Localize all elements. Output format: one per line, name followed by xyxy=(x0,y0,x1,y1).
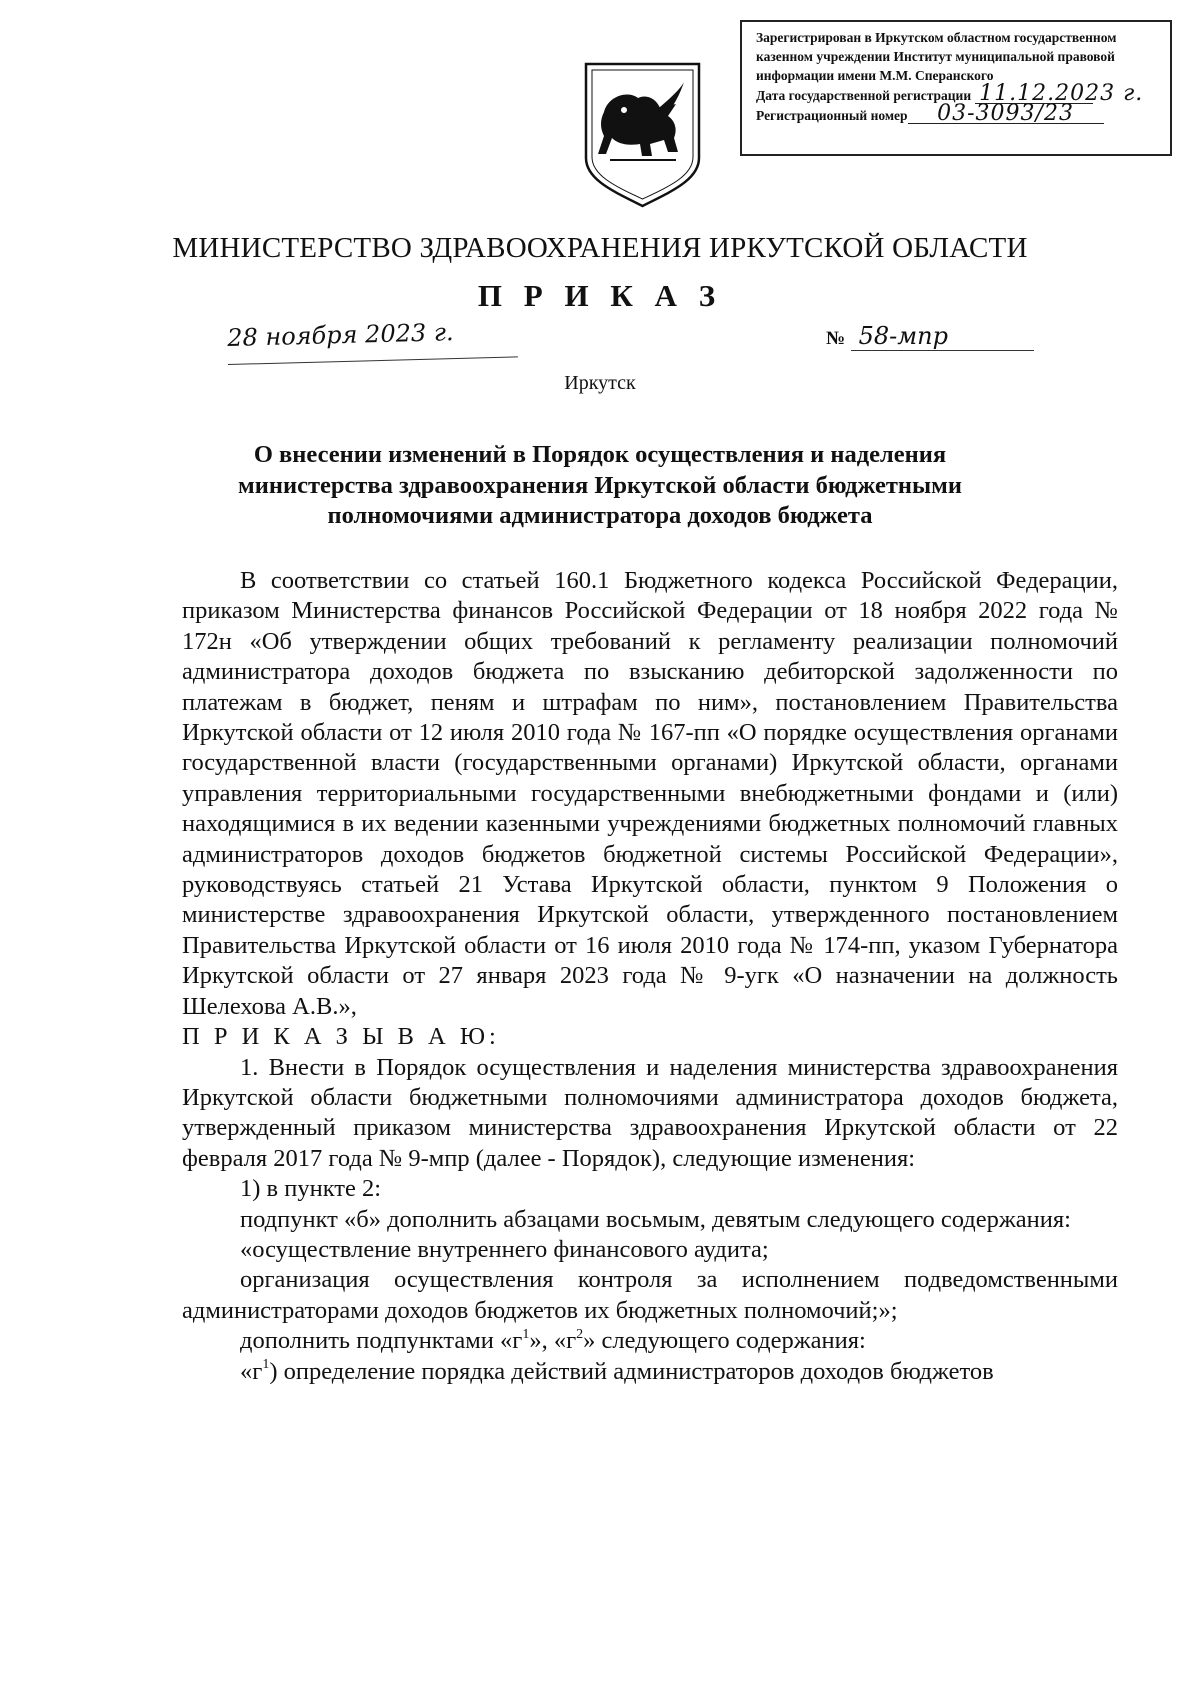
stamp-line-1: Зарегистрирован в Иркутском областном государственном xyxy=(756,30,1117,45)
stamp-number-row xyxy=(756,101,1160,126)
registration-stamp xyxy=(740,20,1172,156)
number-sign: № xyxy=(826,328,846,349)
g1-text: ) определение порядка действий администраторов доходов бюджетов xyxy=(269,1357,994,1385)
document-body xyxy=(182,566,1118,1387)
order-title: П Р И К А З xyxy=(477,278,723,313)
order-number-handwritten: 58-мпр xyxy=(851,322,1034,351)
subitem-1: 1) в пункте 2: xyxy=(240,1175,382,1203)
document-heading xyxy=(180,440,1020,532)
city: Иркутск xyxy=(564,372,636,394)
order-word: П Р И К А З Ы В А Ю: xyxy=(182,1023,500,1051)
stamp-date-label: Дата государственной регистрации xyxy=(756,88,972,103)
item-1-paragraph: 1. Внести в Порядок осуществления и наделения министерства здравоохранения Иркутской области бюджетными полномочиями администратора доходов бюджета, утвержденный приказом министерства здравоохранения Иркутской области от 22 февраля 2017 года № 9-мпр (далее - Порядок), следующие изменения: xyxy=(182,1053,1118,1172)
order-date-handwritten: 28 ноября 2023 г. xyxy=(227,316,518,365)
heading-line-1: О внесении изменений в Порядок осуществления и наделения xyxy=(253,441,947,468)
add-sub-middle: », «г xyxy=(529,1327,577,1355)
g1-prefix: «г xyxy=(240,1357,263,1385)
add-sub-suffix: » следующего содержания: xyxy=(583,1327,866,1355)
add-sub-prefix: дополнить подпунктами «г xyxy=(240,1327,523,1355)
preamble-paragraph: В соответствии со статьей 160.1 Бюджетного кодекса Российской Федерации, приказом Министерства финансов Российской Федерации от 18 ноября 2022 года № 172н «Об утверждении общих требований к регламенту реализации полномочий администратора доходов бюджета по взысканию дебиторской задолженности по платежам в бюджет, пеням и штрафам по ним», постановлением Правительства Иркутской области от 12 июля 2010 года № 167-пп «О порядке осуществления органами государственной власти (государственными органами) Иркутской области, органами управления территориальными государственными внебюджетными фондами и (или) находящимися в их ведении казенными учреждениями бюджетных полномочий главных администраторов доходов бюджетов бюджетной системы Российской Федерации», руководствуясь статьей 21 Устава Иркутской области, пунктом 9 Положения о министерстве здравоохранения Иркутской области, утвержденного постановлением Правительства Иркутской области от 16 июля 2010 года № 174-пп, указом Губернатора Иркутской области от 27 января 2023 года № 9-угк «О назначении на должность Шелехова А.В.», xyxy=(182,567,1118,1020)
add-subitems-paragraph xyxy=(182,1326,1118,1356)
g1-paragraph xyxy=(182,1357,1118,1387)
ministry-name: МИНИСТЕРСТВО ЗДРАВООХРАНЕНИЯ ИРКУТСКОЙ ОБЛАСТИ xyxy=(172,232,1028,264)
subitem-1a: подпункт «б» дополнить абзацами восьмым, девятым следующего содержания: xyxy=(240,1205,1071,1233)
heading-line-2: министерства здравоохранения Иркутской области бюджетными xyxy=(238,471,962,499)
stamp-number-value: 03-3093/23 xyxy=(908,105,1104,124)
heading-line-3: полномочиями администратора доходов бюджета xyxy=(327,502,873,529)
stamp-line-3: информации имени М.М. Сперанского xyxy=(756,68,994,83)
stamp-number-label: Регистрационный номер xyxy=(756,108,908,123)
quote-line-2: организация осуществления контроля за исполнением подведомственными администраторами доходов бюджетов их бюджетных полномочий;»; xyxy=(182,1266,1118,1324)
quote-line-1: «осуществление внутреннего финансового аудита; xyxy=(240,1235,769,1263)
stamp-date-value: 11.12.2023 г. xyxy=(975,85,1093,104)
stamp-line-2: казенном учреждении Институт муниципальной правовой xyxy=(756,49,1115,64)
g1-sup: 1 xyxy=(262,1357,270,1373)
add-sub-sup-1: 1 xyxy=(522,1327,530,1342)
order-number xyxy=(826,322,1034,351)
coat-of-arms-icon xyxy=(580,60,705,210)
add-sub-sup-2: 2 xyxy=(576,1327,584,1342)
